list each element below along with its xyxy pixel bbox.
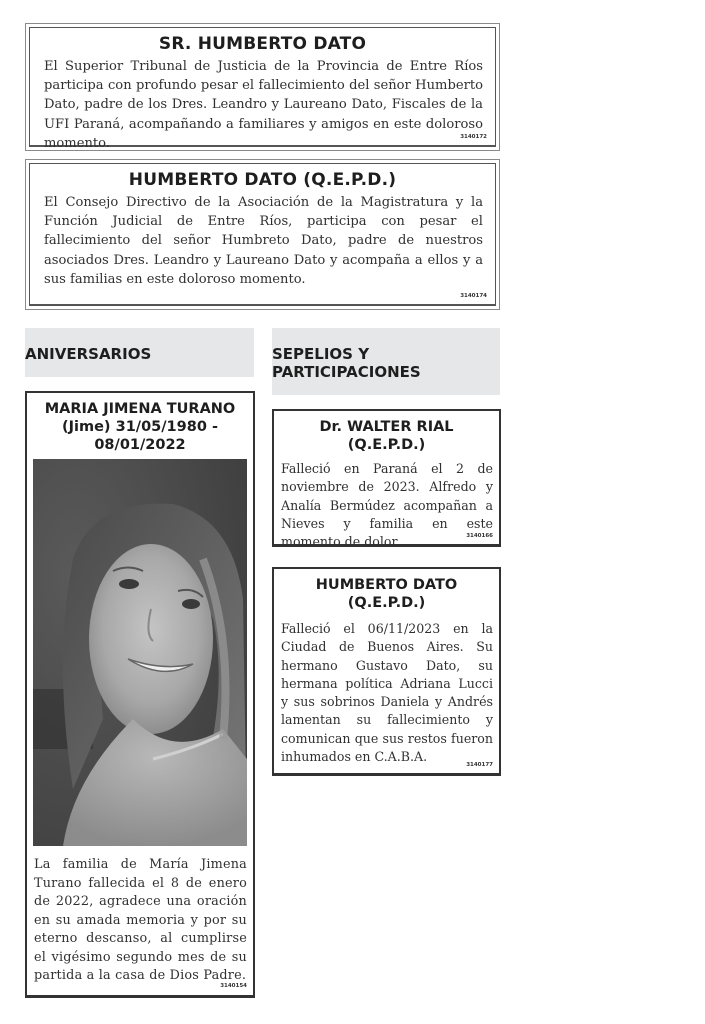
section-title: ANIVERSARIOS [25, 345, 152, 363]
notice-title-line1: Dr. WALTER RIAL [319, 419, 454, 435]
notice-code: 3140166 [466, 533, 493, 539]
notice-body: La familia de María Jimena Turano fallecida el 8 de enero de 2022, agradece una oración en su amada memoria y por su eterno descanso, al cumplirse el vigésimo segundo mes de su partida a la casa de Dios Padre. [34, 857, 247, 983]
notice-maria-jimena-turano [25, 391, 255, 998]
notice-title-line1: MARIA JIMENA TURANO [44, 401, 236, 417]
notice-body: El Consejo Directivo de la Asociación de la Magistratura y la Función Judicial de Entre Ríos, participa con pesar el fallecimiento del señor Humbreto Dato, padre de nuestros asociados Dres. Leandro y Laureano Dato y acompaña a ellos y a sus familias en este doloroso momento. [44, 195, 483, 287]
portrait-photo [33, 459, 247, 846]
notice-code: 3140172 [460, 134, 487, 140]
section-title-line2: PARTICIPACIONES [272, 363, 421, 381]
section-header-sepelios [272, 328, 500, 395]
notice-title-line2: (Q.E.P.D.) [347, 595, 426, 611]
notice-title-line2: (Q.E.P.D.) [347, 437, 426, 453]
notice-title: HUMBERTO DATO (Q.E.P.D.) [128, 170, 397, 190]
notice-superior-tribunal [25, 23, 500, 151]
portrait-image-icon [33, 459, 247, 846]
notice-humberto-dato [272, 567, 501, 776]
notice-title-line1: HUMBERTO DATO [315, 577, 458, 593]
notice-title-line3: 08/01/2022 [94, 437, 186, 453]
notice-body: Falleció el 06/11/2023 en la Ciudad de Buenos Aires. Su hermano Gustavo Dato, su hermana política Adriana Lucci y sus sobrinos Daniela y Andrés lamentan su fallecimiento y comunican que sus restos fueron inhumados en C.A.B.A. [281, 621, 493, 765]
notice-code: 3140177 [466, 762, 493, 768]
notice-code: 3140154 [220, 983, 247, 989]
section-header-aniversarios [25, 328, 254, 377]
notice-asociacion-magistratura [25, 159, 500, 310]
notice-body: Falleció en Paraná el 2 de noviembre de 2023. Alfredo y Analía Bermúdez acompañan a Nieves y familia en este momento de dolor. [281, 461, 493, 550]
notice-title: SR. HUMBERTO DATO [158, 34, 367, 54]
notice-walter-rial [272, 409, 501, 550]
notice-code: 3140174 [460, 293, 487, 299]
notice-title-line2: (Jime) 31/05/1980 - [62, 419, 218, 435]
section-title-line1: SEPELIOS Y [272, 345, 370, 363]
notice-body: El Superior Tribunal de Justicia de la Provincia de Entre Ríos participa con profundo pesar el fallecimiento del señor Humberto Dato, padre de los Dres. Leandro y Laureano Dato, Fiscales de la UFI Paraná, acompañando a familiares y amigos en este doloroso momento. [44, 59, 483, 151]
